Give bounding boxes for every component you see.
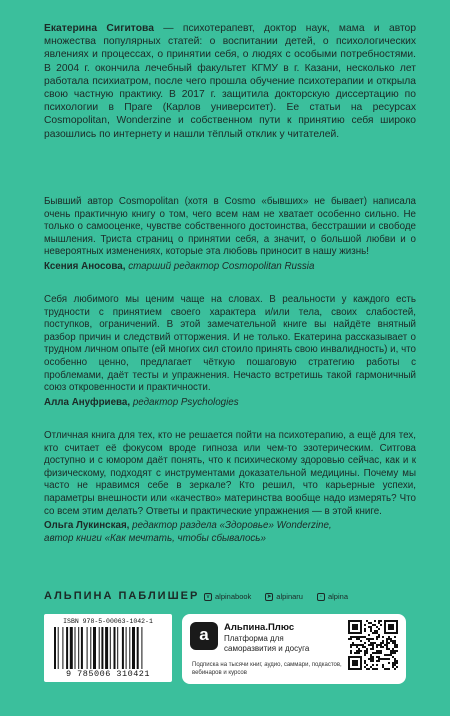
review-attribution xyxy=(44,397,416,410)
alpina-plus-title: Альпина.Плюс xyxy=(224,622,295,633)
social-item xyxy=(265,592,303,601)
review-blurb xyxy=(44,196,416,274)
reviewer-role: редактор Psychologies xyxy=(130,396,239,408)
review-quote: Отличная книга для тех, кто не решается пойти на психотерапию, а ещё для тех, кто считает её фокусом вроде гипноза или чем-то эзотерическим. Ситгова доступно и с юмором даёт понять, что к психическому здоровью сейчас, как и к физическому, подходят с инструментами доказательной медицины. Почему мы часто не нравимся себе в зеркале? Кто решил, что карьерные успехи, параметры внешности или «качество» материнства вообще надо измерять? Что со всем этим делать? Ответы и практические упражнения — в этой книге. xyxy=(44,430,416,517)
barcode-bars xyxy=(54,627,162,669)
reviewer-role-2: автор книги «Как мечтать, чтобы сбывалось» xyxy=(44,532,266,544)
reviewer-name: Ольга Лукинская, xyxy=(44,520,130,532)
social-item xyxy=(204,592,251,601)
publisher-logo: АЛЬПИНА ПАБЛИШЕР xyxy=(44,590,200,602)
alpina-plus-footnote: Подписка на тысячи книг, аудио, саммари, подкастов, вебинаров и курсов xyxy=(192,662,342,676)
reviewer-role: редактор раздела «Здоровье» Wonderzine, xyxy=(129,520,332,532)
author-name: Екатерина Сигитова xyxy=(44,23,154,34)
review-quote: Бывший автор Cosmopolitan (хотя в Cosmo «бывших» не бывает) написала очень практичную книгу о том, чего всем нам не хватает особенно сильно. Не только о самооценке, чувстве собственного достоинства, бесстрашии и свободе мышления. Триста страниц о принятии себя, а значит, о большой любви и о невероятных изменениях, которые эта любовь приносит в нашу жизнь! xyxy=(44,196,416,258)
isbn-barcode xyxy=(44,614,172,682)
isbn-text: ISBN 978-5-00063-1042-1 xyxy=(63,618,153,625)
review-blurb xyxy=(44,294,416,409)
social-item xyxy=(317,592,348,601)
alpina-plus-subtitle: Платформа для саморазвития и досуга xyxy=(224,634,310,653)
instagram-icon: ◦ xyxy=(317,593,325,601)
qr-code-icon xyxy=(348,620,398,670)
author-bio-text: — психотерапевт, доктор наук, мама и автор множества популярных статей: о воспитании детей, о психологических явлениях и процессах, о принятии себя, о людях с особыми потребностями. В 2004 г. окончила лечебный факультет КГМУ в г. Казани, несколько лет работала психиатром, после чего прошла обучение психотерапии и открыла свою частную практику. В 2017 г. защитила докторскую диссертацию по психологии в Праге (Карлов университет). Ее статьи на ресурсах Cosmopolitan, Wonderzine и собственном пути к принятию себя широко разошлись по интернету и нашли тёплый отклик у читателей. xyxy=(44,23,417,140)
reviewer-name: Ксения Аносова, xyxy=(44,260,126,272)
social-handle: alpina xyxy=(327,592,348,601)
social-handle: alpinaru xyxy=(276,592,303,601)
review-blurb xyxy=(44,430,416,545)
vk-icon: v xyxy=(204,593,212,601)
alpina-plus-promo xyxy=(182,614,406,684)
social-handle: alpinabook xyxy=(215,592,252,601)
barcode-digits: 9 785006 310421 xyxy=(65,669,150,679)
social-links xyxy=(204,592,348,601)
review-attribution xyxy=(44,261,416,274)
telegram-icon: ➤ xyxy=(266,593,272,600)
review-quote: Себя любимого мы ценим чаще на словах. В реальности у каждого есть трудности с принятием своего характера и/или тела, своих слабостей, поступков, ограничений. В этой замечательной книге вы найдёте внятный разбор причин и следствий отторжения. И не только. Екатерина рассказывает о трудном личном опыте (ей многих сил стоило принять свою инвалидность) и, что особенно ценно, предлагает чёткую пошаговую стратегию работы с проблемами, даёт тесты и упражнения. Нечасто встретишь такой гармоничный союз откровенности и практичности. xyxy=(44,294,416,394)
review-attribution xyxy=(44,520,416,545)
alpina-plus-logo-icon: а xyxy=(190,622,218,650)
author-bio xyxy=(44,22,416,141)
reviewer-name: Алла Ануфриева, xyxy=(44,396,131,408)
reviewer-role: старший редактор Cosmopolitan Russia xyxy=(125,260,315,272)
